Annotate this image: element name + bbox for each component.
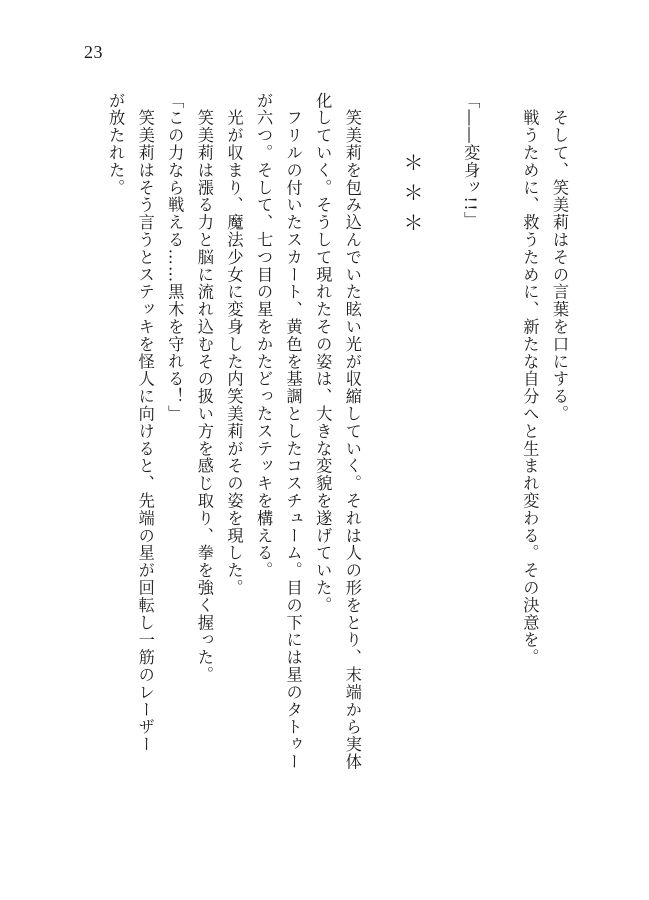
vertical-text-body [78, 92, 574, 852]
dialogue-column: 「――変身ッ!!」 [461, 92, 481, 230]
column-spacer [367, 92, 397, 852]
text-column: そして、笑美莉はその言葉を口にする。 [550, 92, 569, 423]
text-column: が六つ。そして、七つ目の星をかたどったステッキを構える。 [254, 92, 274, 580]
text-column: フリルの付いたスカート、黄色を基調としたコスチューム。目の下には星のタトゥー [283, 92, 303, 771]
scene-break: ＊＊＊ [400, 152, 425, 242]
text-column: 化していく。そうして現れたその姿は、大きな変貌を遂げていた。 [313, 92, 333, 614]
page-number: 23 [84, 42, 103, 62]
text-column: 戦うために、救うために、新たな自分へと生まれ変わる。その決意を。 [520, 92, 540, 667]
text-column: が放たれた。 [106, 92, 126, 197]
text-column: 笑美莉はそう言うとステッキを怪人に向けると、先端の星が回転し一筋のレーザー [135, 92, 155, 754]
text-column: 笑美莉を包み込んでいた眩い光が収縮していく。それは人の形をとり、末端から実体 [342, 92, 362, 771]
dialogue-column: 「この力なら戦える……黒木を守れる！」 [165, 92, 185, 423]
column-spacer [485, 92, 515, 852]
text-column: 光が収まり、魔法少女に変身した内笑美莉がその姿を現した。 [224, 92, 244, 597]
column-spacer [426, 92, 456, 852]
text-column: 笑美莉は漲る力と脳に流れ込むその扱い方を感じ取り、拳を強く握った。 [194, 92, 214, 684]
